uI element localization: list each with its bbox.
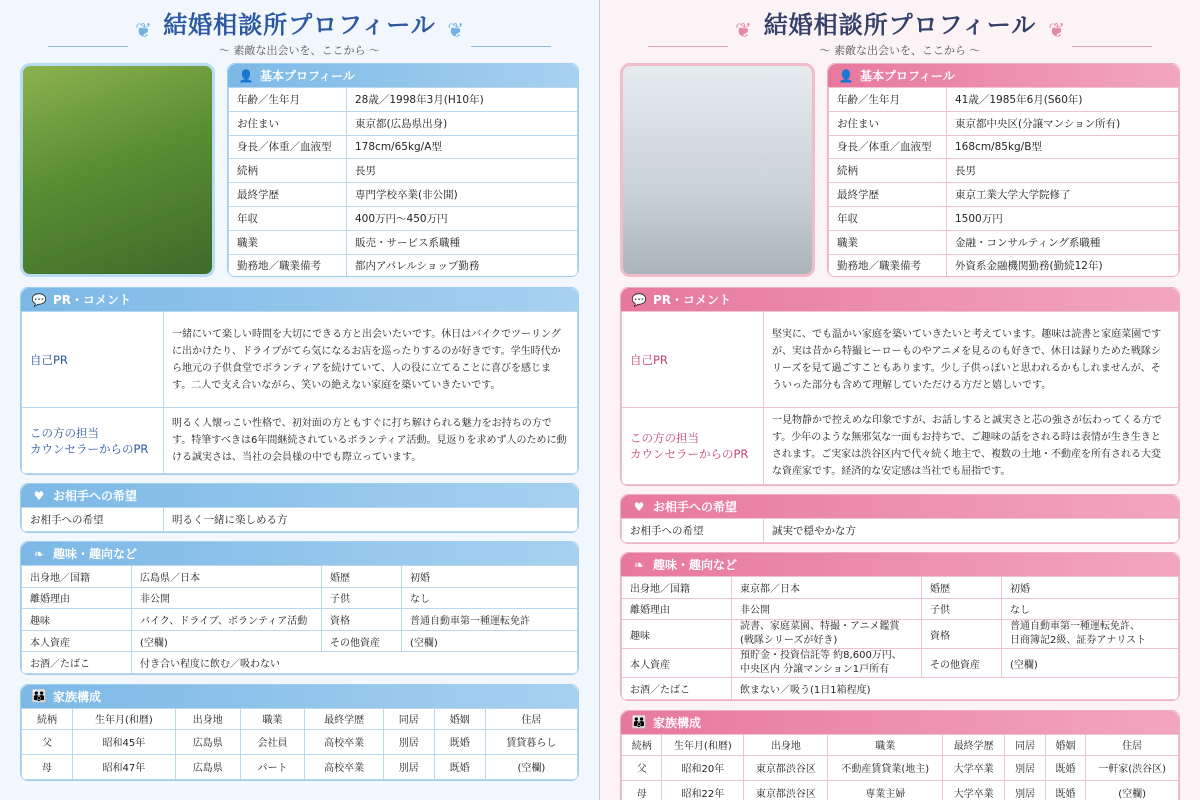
drink-value: 付き合い程度に飲む／吸わない bbox=[132, 652, 578, 674]
family-col-header: 婚姻 bbox=[1045, 734, 1085, 755]
self-pr-row bbox=[622, 312, 1179, 408]
family-table bbox=[621, 734, 1179, 800]
basic-row bbox=[829, 111, 1179, 135]
family-cell: 東京都渋谷区 bbox=[744, 780, 828, 800]
basic-value: 400万円〜450万円 bbox=[347, 206, 578, 230]
page-title: 結婚相談所プロフィール bbox=[163, 11, 436, 39]
hobby-key: 婚歴 bbox=[922, 577, 1002, 599]
family-col-header: 生年月(和暦) bbox=[662, 734, 744, 755]
family-cell: (空欄) bbox=[485, 754, 577, 779]
basic-profile bbox=[227, 63, 579, 277]
person-icon: 👤 bbox=[838, 68, 854, 83]
family-row bbox=[22, 754, 578, 779]
family-col-header: 続柄 bbox=[622, 734, 662, 755]
hobby-key: 出身地／国籍 bbox=[22, 566, 132, 588]
basic-value: 178cm/65kg/A型 bbox=[347, 135, 578, 159]
page-subtitle: 〜 素敵な出会いを、ここから 〜 bbox=[819, 44, 981, 57]
hobby-key: その他資産 bbox=[922, 649, 1002, 678]
basic-value: 41歳／1985年6月(S60年) bbox=[947, 88, 1179, 112]
hobby-value: 読書、家庭菜園、特撮・アニメ鑑賞 (戦隊シリーズが好き) bbox=[732, 620, 922, 649]
profile-photo bbox=[620, 63, 815, 277]
family-cell: 東京都渋谷区 bbox=[744, 755, 828, 780]
family-col-header: 出身地 bbox=[175, 708, 240, 729]
basic-value: 168cm/85kg/B型 bbox=[947, 135, 1179, 159]
family-section bbox=[620, 710, 1180, 800]
section-title: PR・コメント bbox=[653, 293, 732, 307]
hobby-key: 本人資産 bbox=[22, 630, 132, 652]
hobby-value: 初婚 bbox=[1002, 577, 1179, 599]
basic-row bbox=[829, 254, 1179, 277]
basic-key: 年収 bbox=[229, 206, 347, 230]
basic-key: お住まい bbox=[829, 111, 947, 135]
counselor-pr-text: 一見物静かで控えめな印象ですが、お話しすると誠実さと芯の強さが伝わってくる方です。少年のような無邪気な一面もお持ちで、ご趣味の話をされる時は表情が生き生きとされます。ご実家は渋谷区内で代々続く地主で、複数の土地・不動産を所有される大変な資産家です。経済的な安定感は当社でも屈指です。 bbox=[764, 408, 1179, 485]
family-head-row bbox=[22, 708, 578, 729]
family-cell: 一軒家(渋谷区) bbox=[1086, 755, 1179, 780]
basic-value: 東京都(広島県出身) bbox=[347, 111, 578, 135]
pr-comment-section bbox=[620, 287, 1180, 486]
basic-value: 都内アパレルショップ勤務 bbox=[347, 254, 578, 277]
section-title: お相手への希望 bbox=[653, 500, 738, 514]
basic-value: 販売・サービス系職種 bbox=[347, 230, 578, 254]
basic-row bbox=[829, 206, 1179, 230]
family-icon: 👪 bbox=[31, 689, 47, 704]
drink-value: 飲まない／吸う(1日1箱程度) bbox=[732, 678, 1179, 700]
basic-key: 最終学歴 bbox=[229, 183, 347, 207]
basic-value: 金融・コンサルティング系職種 bbox=[947, 230, 1179, 254]
drink-label: お酒／たばこ bbox=[622, 678, 732, 700]
header-rule-left bbox=[48, 46, 128, 47]
basic-value: 長男 bbox=[947, 159, 1179, 183]
section-title: 家族構成 bbox=[53, 689, 102, 704]
basic-row bbox=[829, 230, 1179, 254]
self-pr-text: 一緒にいて楽しい時間を大切にできる方と出会いたいです。休日はバイクでツーリングに出かけたり、ドライブがてら気になるお店を巡ったりするのが好きです。学生時代から地元の子供食堂でボランティアを続けていて、人の役に立てることに喜びを感じます。二人で支え合いながら、笑いの絶えない家庭を築いていきたいです。 bbox=[164, 312, 578, 408]
basic-value: 東京工業大学大学院修了 bbox=[947, 183, 1179, 207]
basic-key: 年齢／生年月 bbox=[829, 88, 947, 112]
section-title: 趣味・趣向など bbox=[653, 558, 738, 572]
basic-value: 専門学校卒業(非公開) bbox=[347, 183, 578, 207]
family-col-header: 続柄 bbox=[22, 708, 73, 729]
partner-hope-section bbox=[620, 494, 1180, 544]
family-cell: 昭和20年 bbox=[662, 755, 744, 780]
family-cell: (空欄) bbox=[1086, 780, 1179, 800]
family-cell: 広島県 bbox=[175, 754, 240, 779]
hobby-key: 離婚理由 bbox=[622, 598, 732, 620]
drink-row bbox=[622, 678, 1179, 700]
basic-key: 勤務地／職業備考 bbox=[229, 254, 347, 277]
hope-value: 誠実で穏やかな方 bbox=[764, 519, 1179, 543]
hope-row bbox=[622, 519, 1179, 543]
section-title: 基本プロフィール bbox=[260, 69, 355, 83]
header-rule-right bbox=[1072, 46, 1152, 47]
family-row bbox=[622, 755, 1179, 780]
basic-key: お住まい bbox=[229, 111, 347, 135]
basic-key: 職業 bbox=[229, 230, 347, 254]
family-col-header: 出身地 bbox=[744, 734, 828, 755]
hobby-key: その他資産 bbox=[322, 630, 402, 652]
family-cell: 父 bbox=[622, 755, 662, 780]
leaf-icon: ❦ bbox=[447, 18, 464, 42]
section-title: 基本プロフィール bbox=[860, 69, 955, 83]
family-cell: 不動産賃貸業(地主) bbox=[828, 755, 943, 780]
family-col-header: 最終学歴 bbox=[943, 734, 1005, 755]
profile-sheet bbox=[600, 0, 1200, 800]
basic-profile-table bbox=[228, 87, 578, 277]
pr-table bbox=[621, 311, 1179, 485]
speech-bubble-icon: 💬 bbox=[631, 292, 647, 307]
family-cell: 既婚 bbox=[1045, 780, 1085, 800]
hope-table bbox=[21, 507, 578, 532]
heart-icon: ♥ bbox=[33, 488, 45, 503]
family-cell: 高校卒業 bbox=[305, 729, 383, 754]
family-cell: 賃貸暮らし bbox=[485, 729, 577, 754]
section-title: PR・コメント bbox=[53, 293, 132, 307]
family-cell: 別居 bbox=[1005, 755, 1045, 780]
family-col-header: 婚姻 bbox=[434, 708, 485, 729]
hope-header bbox=[21, 484, 578, 507]
family-cell: 別居 bbox=[1005, 780, 1045, 800]
section-title: 家族構成 bbox=[653, 715, 702, 730]
hobby-row bbox=[622, 577, 1179, 599]
top-section bbox=[20, 63, 579, 277]
basic-value: 外資系金融機関勤務(勤続12年) bbox=[947, 254, 1179, 277]
hobby-row bbox=[22, 566, 578, 588]
speech-bubble-icon: 💬 bbox=[31, 292, 47, 307]
family-cell: 別居 bbox=[383, 729, 434, 754]
hope-label: お相手への希望 bbox=[622, 519, 764, 543]
hobby-section bbox=[620, 552, 1180, 701]
sheet-header bbox=[20, 9, 579, 63]
basic-value: 長男 bbox=[347, 159, 578, 183]
family-cell: 母 bbox=[622, 780, 662, 800]
family-cell: 専業主婦 bbox=[828, 780, 943, 800]
basic-row bbox=[829, 135, 1179, 159]
self-pr-row bbox=[22, 312, 578, 408]
leaf-icon: ❦ bbox=[1048, 18, 1065, 42]
basic-row bbox=[229, 254, 578, 277]
header-rule-right bbox=[471, 46, 551, 47]
basic-key: 続柄 bbox=[829, 159, 947, 183]
family-head-row bbox=[622, 734, 1179, 755]
pr-table bbox=[21, 311, 578, 474]
family-row bbox=[622, 780, 1179, 800]
family-cell: 母 bbox=[22, 754, 73, 779]
hope-row bbox=[22, 508, 578, 532]
hobby-key: 出身地／国籍 bbox=[622, 577, 732, 599]
hobby-key: 子供 bbox=[922, 598, 1002, 620]
hobby-value: なし bbox=[402, 587, 578, 609]
basic-profile-header bbox=[228, 64, 578, 87]
family-icon: 👪 bbox=[631, 715, 647, 730]
leaf-hobby-icon: ❧ bbox=[33, 546, 45, 561]
hobby-row bbox=[22, 630, 578, 652]
hobby-value: 非公開 bbox=[732, 598, 922, 620]
family-cell: 会社員 bbox=[240, 729, 305, 754]
family-col-header: 職業 bbox=[240, 708, 305, 729]
family-cell: 高校卒業 bbox=[305, 754, 383, 779]
hope-header bbox=[621, 495, 1179, 518]
hobby-value: 普通自動車第一種運転免許、 日商簿記2級、証券アナリスト bbox=[1002, 620, 1179, 649]
hobby-section bbox=[20, 541, 579, 675]
heart-icon: ♥ bbox=[633, 499, 645, 514]
hobby-key: 本人資産 bbox=[622, 649, 732, 678]
basic-row bbox=[229, 135, 578, 159]
hobby-value: 広島県／日本 bbox=[132, 566, 322, 588]
family-cell: 広島県 bbox=[175, 729, 240, 754]
hobby-key: 趣味 bbox=[22, 609, 132, 631]
family-col-header: 最終学歴 bbox=[305, 708, 383, 729]
hobby-row bbox=[622, 620, 1179, 649]
counselor-pr-label: この方の担当 カウンセラーからのPR bbox=[22, 408, 164, 474]
hope-label: お相手への希望 bbox=[22, 508, 164, 532]
family-cell: 昭和45年 bbox=[72, 729, 175, 754]
hobby-row bbox=[622, 649, 1179, 678]
leaf-icon: ❦ bbox=[135, 18, 152, 42]
basic-value: 28歳／1998年3月(H10年) bbox=[347, 88, 578, 112]
section-title: お相手への希望 bbox=[53, 489, 138, 503]
drink-label: お酒／たばこ bbox=[22, 652, 132, 674]
hobby-value: なし bbox=[1002, 598, 1179, 620]
pr-comment-section bbox=[20, 287, 579, 475]
basic-key: 職業 bbox=[829, 230, 947, 254]
page-subtitle: 〜 素敵な出会いを、ここから 〜 bbox=[219, 44, 380, 57]
basic-profile-table bbox=[828, 87, 1179, 277]
basic-profile-header bbox=[828, 64, 1179, 87]
hobby-key: 婚歴 bbox=[322, 566, 402, 588]
family-header bbox=[621, 711, 1179, 734]
family-cell: 別居 bbox=[383, 754, 434, 779]
family-table bbox=[21, 708, 578, 780]
hobby-row bbox=[22, 609, 578, 631]
pr-header bbox=[621, 288, 1179, 311]
counselor-pr-label: この方の担当 カウンセラーからのPR bbox=[622, 408, 764, 485]
family-row bbox=[22, 729, 578, 754]
self-pr-label: 自己PR bbox=[622, 312, 764, 408]
basic-row bbox=[229, 206, 578, 230]
hobby-value: 普通自動車第一種運転免許 bbox=[402, 609, 578, 631]
family-cell: パート bbox=[240, 754, 305, 779]
self-pr-text: 堅実に、でも温かい家庭を築いていきたいと考えています。趣味は読書と家庭菜園ですが、実は昔から特撮ヒーローものやアニメを見るのも好きで、休日は録りためた戦隊シリーズを見て過ごすこともあります。少し子供っぽいと思われるかもしれませんが、そういった部分も含めて理解していただける方だと嬉しいです。 bbox=[764, 312, 1179, 408]
basic-key: 続柄 bbox=[229, 159, 347, 183]
partner-hope-section bbox=[20, 483, 579, 533]
counselor-pr-row bbox=[22, 408, 578, 474]
family-cell: 昭和22年 bbox=[662, 780, 744, 800]
hobby-header bbox=[21, 542, 578, 565]
family-col-header: 住居 bbox=[485, 708, 577, 729]
hobby-value: 東京都／日本 bbox=[732, 577, 922, 599]
family-cell: 大学卒業 bbox=[943, 780, 1005, 800]
self-pr-label: 自己PR bbox=[22, 312, 164, 408]
family-header bbox=[21, 685, 578, 708]
profile-photo bbox=[20, 63, 215, 277]
basic-row bbox=[229, 230, 578, 254]
basic-row bbox=[229, 183, 578, 207]
hobby-value: (空欄) bbox=[402, 630, 578, 652]
hobby-key: 離婚理由 bbox=[22, 587, 132, 609]
person-icon: 👤 bbox=[238, 68, 254, 83]
basic-row bbox=[829, 88, 1179, 112]
basic-row bbox=[229, 111, 578, 135]
basic-profile bbox=[827, 63, 1180, 277]
family-cell: 父 bbox=[22, 729, 73, 754]
leaf-hobby-icon: ❧ bbox=[633, 557, 645, 572]
family-col-header: 職業 bbox=[828, 734, 943, 755]
basic-value: 東京都中央区(分譲マンション所有) bbox=[947, 111, 1179, 135]
drink-row bbox=[22, 652, 578, 674]
basic-key: 年齢／生年月 bbox=[229, 88, 347, 112]
family-cell: 大学卒業 bbox=[943, 755, 1005, 780]
basic-key: 身長／体重／血液型 bbox=[229, 135, 347, 159]
basic-key: 勤務地／職業備考 bbox=[829, 254, 947, 277]
hobby-value: バイク、ドライブ、ボランティア活動 bbox=[132, 609, 322, 631]
hobby-value: 非公開 bbox=[132, 587, 322, 609]
hobby-key: 趣味 bbox=[622, 620, 732, 649]
section-title: 趣味・趣向など bbox=[53, 547, 138, 561]
hobby-value: 預貯金・投資信託等 約8,600万円、 中央区内 分譲マンション1戸所有 bbox=[732, 649, 922, 678]
basic-key: 最終学歴 bbox=[829, 183, 947, 207]
hobby-header bbox=[621, 553, 1179, 576]
family-cell: 既婚 bbox=[434, 729, 485, 754]
family-col-header: 同居 bbox=[383, 708, 434, 729]
sheet-header bbox=[620, 9, 1180, 63]
basic-row bbox=[829, 183, 1179, 207]
family-col-header: 生年月(和暦) bbox=[72, 708, 175, 729]
hobby-value: 初婚 bbox=[402, 566, 578, 588]
family-cell: 既婚 bbox=[434, 754, 485, 779]
family-col-header: 住居 bbox=[1086, 734, 1179, 755]
leaf-icon: ❦ bbox=[735, 18, 752, 42]
hobby-table bbox=[621, 576, 1179, 700]
hobby-value: (空欄) bbox=[1002, 649, 1179, 678]
family-section bbox=[20, 684, 579, 781]
basic-row bbox=[229, 159, 578, 183]
page-title: 結婚相談所プロフィール bbox=[763, 11, 1037, 39]
hope-table bbox=[621, 518, 1179, 543]
hobby-row bbox=[22, 587, 578, 609]
hobby-key: 子供 bbox=[322, 587, 402, 609]
family-col-header: 同居 bbox=[1005, 734, 1045, 755]
header-rule-left bbox=[648, 46, 728, 47]
hobby-value: (空欄) bbox=[132, 630, 322, 652]
counselor-pr-text: 明るく人懐っこい性格で、初対面の方ともすぐに打ち解けられる魅力をお持ちの方です。特筆すべきは6年間継続されているボランティア活動。見返りを求めず人のために動ける誠実さは、当社の会員様の中でも際立っています。 bbox=[164, 408, 578, 474]
top-section bbox=[620, 63, 1180, 277]
basic-row bbox=[229, 88, 578, 112]
basic-value: 1500万円 bbox=[947, 206, 1179, 230]
basic-row bbox=[829, 159, 1179, 183]
hobby-row bbox=[622, 598, 1179, 620]
hope-value: 明るく一緒に楽しめる方 bbox=[164, 508, 578, 532]
hobby-key: 資格 bbox=[922, 620, 1002, 649]
pr-header bbox=[21, 288, 578, 311]
counselor-pr-row bbox=[622, 408, 1179, 485]
hobby-key: 資格 bbox=[322, 609, 402, 631]
basic-key: 身長／体重／血液型 bbox=[829, 135, 947, 159]
hobby-table bbox=[21, 565, 578, 674]
basic-key: 年収 bbox=[829, 206, 947, 230]
family-cell: 既婚 bbox=[1045, 755, 1085, 780]
family-cell: 昭和47年 bbox=[72, 754, 175, 779]
